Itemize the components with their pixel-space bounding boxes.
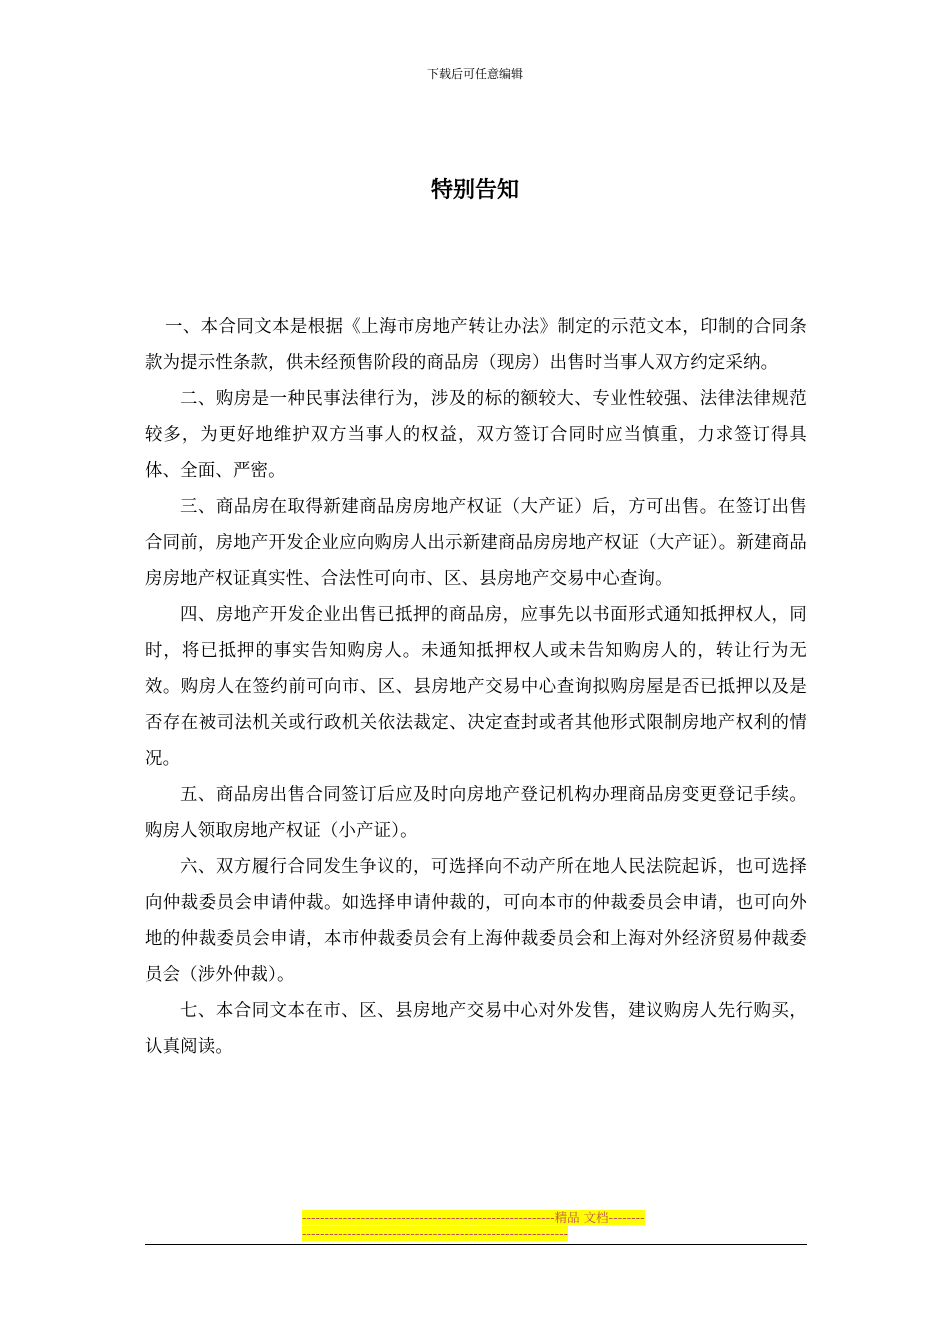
paragraph-3: 三、商品房在取得新建商品房房地产权证（大产证）后，方可出售。在签订出售合同前，房地产开发企业应向购房人出示新建商品房房地产权证（大产证）。新建商品房房地产权证真实性、合法性可向市、区、县房地产交易中心查询。 <box>145 497 807 589</box>
paragraph-5: 五、商品房出售合同签订后应及时向房地产登记机构办理商品房变更登记手续。购房人领取房地产权证（小产证）。 <box>145 785 807 841</box>
paragraph-2: 二、购房是一种民事法律行为，涉及的标的额较大、专业性较强、法律法律规范较多，为更好地维护双方当事人的权益，双方签订合同时应当慎重，力求签订得具体、全面、严密。 <box>145 389 807 481</box>
document-title: 特别告知 <box>430 178 519 203</box>
paragraph-4: 四、房地产开发企业出售已抵押的商品房，应事先以书面形式通知抵押权人，同时，将已抵押的事实告知购房人。未通知抵押权人或未告知购房人的，转让行为无效。购房人在签约前可向市、区、县房地产交易中心查询拟购房屋是否已抵押以及是否存在被司法机关或行政机关依法裁定、决定查封或者其他形式限制房地产权利的情况。 <box>145 605 807 769</box>
footer-watermark <box>302 1210 648 1242</box>
footer-watermark-text: --------------------------------------------------------精品 文档------------------------------------------------------------------- <box>302 1210 645 1241</box>
paragraph-7: 七、本合同文本在市、区、县房地产交易中心对外发售，建议购房人先行购买，认真阅读。 <box>145 1001 807 1057</box>
paragraph-6: 六、双方履行合同发生争议的，可选择向不动产所在地人民法院起诉，也可选择向仲裁委员会申请仲裁。如选择申请仲裁的，可向本市的仲裁委员会申请，也可向外地的仲裁委员会申请，本市仲裁委员会有上海仲裁委员会和上海对外经济贸易仲裁委员会（涉外仲裁）。 <box>145 857 807 985</box>
footer-divider <box>145 1244 807 1245</box>
paragraph-1: 一、本合同文本是根据《上海市房地产转让办法》制定的示范文本，印制的合同条款为提示性条款，供未经预售阶段的商品房（现房）出售时当事人双方约定采纳。 <box>145 317 807 373</box>
document-body <box>145 309 807 1065</box>
header-note: 下载后可任意编辑 <box>426 67 523 81</box>
